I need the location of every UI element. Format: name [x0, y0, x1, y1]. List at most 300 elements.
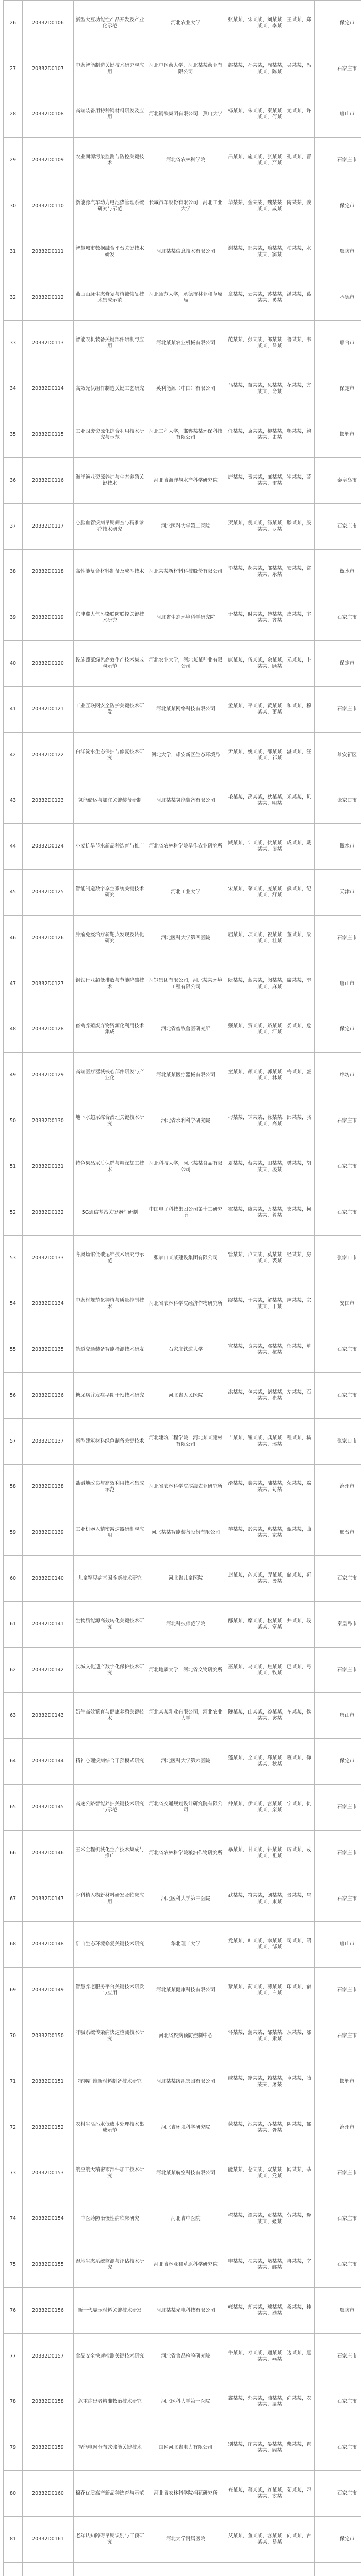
- project-name-cell: 食品安全快速检测关键技术研究: [74, 2333, 146, 2379]
- main-participants-cell: 蓬某某，全某某，郗某某，班某某，仰某某，秋某: [225, 1739, 315, 1785]
- row-number-cell: 41: [4, 686, 23, 732]
- lead-unit-cell: 河北某某纺织集团有限公司: [146, 2059, 225, 2105]
- project-code-cell: 20332D0111: [23, 229, 74, 275]
- main-participants-cell: 封某某，芮某某，羿某某，储某某，靳某某，汲某: [225, 1556, 315, 1602]
- row-number-cell: 58: [4, 1464, 23, 1510]
- project-code-cell: 20332D0128: [23, 1007, 74, 1053]
- table-row: [4, 1876, 361, 1922]
- row-number-cell: 79: [4, 2425, 23, 2471]
- main-participants-cell: 隗某某，山某某，谷某某，车某某，侯某某，宓某: [225, 1693, 315, 1739]
- project-name-cell: 工业固废资源化综合利用技术研究与示范: [74, 412, 146, 458]
- table-row: [4, 275, 361, 320]
- lead-unit-cell: 河北省农林科学院滨海农业研究所: [146, 1464, 225, 1510]
- region-cell: 石家庄市: [315, 2333, 361, 2379]
- main-participants-cell: 缪某某，干某某，解某某，应某某，宗某某，丁某: [225, 1281, 315, 1327]
- main-participants-cell: 滑某某，裴某某，陆某某，荣某某，翁某某，荀某: [225, 1464, 315, 1510]
- table-row: [4, 732, 361, 778]
- project-name-cell: 奶牛高效繁育与健康养殖关键技术: [74, 1693, 146, 1739]
- lead-unit-cell: 国网河北省电力有限公司: [146, 2425, 225, 2471]
- project-name-cell: 地下水超采综合治理关键技术研究: [74, 1098, 146, 1144]
- project-code-cell: 20332D0148: [23, 1922, 74, 1968]
- region-cell: [315, 2562, 361, 2576]
- main-participants-cell: 范某某，彭某某，郎某某，鲁某某，韦某某，昌某: [225, 320, 315, 366]
- region-cell: 唐山市: [315, 92, 361, 138]
- row-number-cell: 42: [4, 732, 23, 778]
- lead-unit-cell: 河北省生态环境科学研究院: [146, 595, 225, 641]
- table-row: [4, 549, 361, 595]
- table-row: [4, 1, 361, 46]
- main-participants-cell: 蒙某某，池某某，乔某某，阴某某，郁某某，胥某: [225, 2105, 315, 2150]
- main-participants-cell: 牛某某，寿某某，通某某，边某某，扈某某，燕某: [225, 2333, 315, 2379]
- row-number-cell: 61: [4, 1601, 23, 1647]
- lead-unit-cell: 河北某某智能装备股份有限公司: [146, 1510, 225, 1556]
- project-name-cell: 长城文化遗产数字化保护技术研究: [74, 1647, 146, 1693]
- lead-unit-cell: 河北某某航空科技有限公司: [146, 2150, 225, 2196]
- region-cell: 邢台市: [315, 320, 361, 366]
- project-code-cell: 20332D0118: [23, 549, 74, 595]
- row-number-cell: 55: [4, 1327, 23, 1373]
- main-participants-cell: 童某某，颜某某，郭某某，梅某某，盛某某，林某: [225, 1053, 315, 1098]
- main-participants-cell: 霍某某，虞某某，万某某，支某某，柯某某，昝某: [225, 1190, 315, 1235]
- project-name-cell: 农业面源污染监测与防控关键技术: [74, 138, 146, 183]
- project-code-cell: 20332D0129: [23, 1053, 74, 1098]
- row-number-cell: 70: [4, 2013, 23, 2059]
- lead-unit-cell: 河北医科大学第四医院: [146, 915, 225, 961]
- project-code-cell: 20332D0143: [23, 1693, 74, 1739]
- main-participants-cell: 屈某某，项某某，祝某某，董某某，梁某某，杜某: [225, 915, 315, 961]
- lead-unit-cell: 河北某某新材料科技股份有限公司: [146, 549, 225, 595]
- region-cell: 石家庄市: [315, 595, 361, 641]
- row-number-cell: 33: [4, 320, 23, 366]
- main-participants-cell: 冀某某，郏某某，浦某某，尚某某，农某某，温某: [225, 2379, 315, 2425]
- lead-unit-cell: 河北某某健康科技有限公司: [146, 1968, 225, 2013]
- table-row: [4, 2105, 361, 2150]
- main-participants-cell: 暴某某，甘某某，钭某某，厉某某，戎某某，祖某: [225, 1830, 315, 1876]
- project-name-cell: 智能农机装备关键部件研制与应用: [74, 320, 146, 366]
- row-number-cell: 49: [4, 1053, 23, 1098]
- lead-unit-cell: 河北某某农业机械有限公司: [146, 320, 225, 366]
- lead-unit-cell: 河北省农林科学院: [146, 138, 225, 183]
- project-code-cell: 20332D0157: [23, 2333, 74, 2379]
- region-cell: 保定市: [315, 366, 361, 412]
- region-cell: 石家庄市: [315, 1556, 361, 1602]
- row-number-cell: 48: [4, 1007, 23, 1053]
- region-cell: 石家庄市: [315, 46, 361, 92]
- row-number-cell: 57: [4, 1418, 23, 1464]
- region-cell: 廊坊市: [315, 2287, 361, 2333]
- region-cell: 廊坊市: [315, 1053, 361, 1098]
- table-row: [4, 2013, 361, 2059]
- project-code-cell: 20332D0144: [23, 1739, 74, 1785]
- region-cell: 衡水市: [315, 549, 361, 595]
- region-cell: 石家庄市: [315, 1876, 361, 1922]
- lead-unit-cell: 河北省农林科学院经济作物研究所: [146, 1281, 225, 1327]
- main-participants-cell: 龙某某，叶某某，幸某某，司某某，韶某某，郜某: [225, 1922, 315, 1968]
- project-name-cell: 冬奥场馆低碳运维技术研究与示范: [74, 1235, 146, 1281]
- region-cell: 安国市: [315, 1281, 361, 1327]
- main-participants-cell: 毕某某，郝某某，邬某某，安某某，常某某，乐某: [225, 549, 315, 595]
- region-cell: 石家庄市: [315, 1098, 361, 1144]
- row-number-cell: 35: [4, 412, 23, 458]
- table-row: [4, 2287, 361, 2333]
- main-participants-cell: 申某某，扶某某，堵某某，冉某某，宰某某，郦某: [225, 2242, 315, 2288]
- main-participants-cell: 黎某某，蓟某某，薄某某，印某某，宿某某，白某: [225, 1968, 315, 2013]
- row-number-cell: 44: [4, 824, 23, 870]
- row-number-cell: 56: [4, 1372, 23, 1418]
- main-participants-cell: 康某某，伍某某，余某某，元某某，卜某某，顾某: [225, 641, 315, 687]
- region-cell: 石家庄市: [315, 2196, 361, 2242]
- row-number-cell: 76: [4, 2287, 23, 2333]
- lead-unit-cell: 河北省交通规划设计研究院有限公司: [146, 1785, 225, 1831]
- project-code-cell: 20332D0108: [23, 92, 74, 138]
- lead-unit-cell: 河北某某氢能装备有限公司: [146, 778, 225, 824]
- table-row: [4, 870, 361, 916]
- table-row: [4, 1190, 361, 1235]
- project-code-cell: 20332D0153: [23, 2150, 74, 2196]
- row-number-cell: 54: [4, 1281, 23, 1327]
- lead-unit-cell: 张家口某某建设集团有限公司: [146, 1235, 225, 1281]
- table-row: [4, 641, 361, 687]
- project-code-cell: 20332D0122: [23, 732, 74, 778]
- table-row: [4, 366, 361, 412]
- project-name-cell: 矿山生态环境修复关键技术研究: [74, 1922, 146, 1968]
- project-code-cell: 20332D0136: [23, 1372, 74, 1418]
- main-participants-cell: 唐某某，费某某，廉某某，岑某某，薛某某，雷某: [225, 457, 315, 503]
- project-code-cell: 20332D0159: [23, 2425, 74, 2471]
- lead-unit-cell: 河北省儿童医院: [146, 1556, 225, 1602]
- region-cell: 石家庄市: [315, 1968, 361, 2013]
- main-participants-cell: 于某某，时某某，傅某某，皮某某，卞某某，齐某: [225, 595, 315, 641]
- main-participants-cell: 能某某，苍某某，双某某，闻某某，莘某某，党某: [225, 2150, 315, 2196]
- region-cell: 石家庄市: [315, 2242, 361, 2288]
- row-number-cell: 80: [4, 2471, 23, 2517]
- project-code-cell: 20332D0155: [23, 2242, 74, 2288]
- project-code-cell: 20332D0126: [23, 915, 74, 961]
- main-participants-cell: 杨某某，朱某某，秦某某，尤某某，许某某，何某: [225, 92, 315, 138]
- region-cell: 石家庄市: [315, 1144, 361, 1190]
- project-name-cell: 轨道交通装备智能检测技术研发: [74, 1327, 146, 1373]
- row-number-cell: 64: [4, 1739, 23, 1785]
- row-number-cell: 78: [4, 2379, 23, 2425]
- project-name-cell: 高端装备用特种钢材料研发及应用: [74, 92, 146, 138]
- project-code-cell: 20332D0149: [23, 1968, 74, 2013]
- region-cell: 石家庄市: [315, 503, 361, 549]
- lead-unit-cell: 英利能源（中国）有限公司: [146, 366, 225, 412]
- main-participants-cell: 任某某，袁某某，柳某某，酆某某，鲍某某，史某: [225, 412, 315, 458]
- table-row: [4, 1556, 361, 1602]
- region-cell: 保定市: [315, 183, 361, 229]
- project-name-cell: 钢铁行业超低排放与节能降碳技术: [74, 961, 146, 1007]
- project-code-cell: 20332D0141: [23, 1601, 74, 1647]
- row-number-cell: 34: [4, 366, 23, 412]
- project-code-cell: 20332D0151: [23, 2059, 74, 2105]
- table-row: [4, 1510, 361, 1556]
- table-row: [4, 412, 361, 458]
- region-cell: 雄安新区: [315, 732, 361, 778]
- region-cell: 石家庄市: [315, 138, 361, 183]
- row-number-cell: 67: [4, 1876, 23, 1922]
- project-code-cell: 20332D0115: [23, 412, 74, 458]
- table-row: [4, 595, 361, 641]
- project-code-cell: 20332D0124: [23, 824, 74, 870]
- table-row: [4, 1693, 361, 1739]
- region-cell: 保定市: [315, 1007, 361, 1053]
- row-number-cell: 65: [4, 1785, 23, 1831]
- project-code-cell: 20332D0114: [23, 366, 74, 412]
- project-code-cell: 20332D0131: [23, 1144, 74, 1190]
- table-row: [4, 2059, 361, 2105]
- region-cell: 石家庄市: [315, 1190, 361, 1235]
- row-number-cell: 50: [4, 1098, 23, 1144]
- project-code-cell: 20332D0154: [23, 2196, 74, 2242]
- lead-unit-cell: 河北省环境科学研究院: [146, 2105, 225, 2150]
- row-number-cell: 37: [4, 503, 23, 549]
- region-cell: 石家庄市: [315, 2013, 361, 2059]
- lead-unit-cell: 河北大学，雄安新区生态环境局: [146, 732, 225, 778]
- row-number-cell: 69: [4, 1968, 23, 2013]
- table-row: [4, 961, 361, 1007]
- row-number-cell: 30: [4, 183, 23, 229]
- lead-unit-cell: 石家庄铁道大学: [146, 1327, 225, 1373]
- table-row: [4, 1739, 361, 1785]
- lead-unit-cell: 河北农业大学，河北某某种业有限公司: [146, 641, 225, 687]
- lead-unit-cell: 华北理工大学: [146, 1922, 225, 1968]
- table-row: [4, 229, 361, 275]
- table-row: [4, 1235, 361, 1281]
- project-name-cell: 危重症患者精准救治技术研究: [74, 2379, 146, 2425]
- lead-unit-cell: 中国电子科技集团公司第十三研究所: [146, 1190, 225, 1235]
- table-row: [4, 2562, 361, 2576]
- table-row: [4, 1007, 361, 1053]
- project-name-cell: 智能电网分布式储能关键技术: [74, 2425, 146, 2471]
- project-name-cell: 心脑血管疾病早期筛查与精准诊疗技术研究: [74, 503, 146, 549]
- region-cell: 邯郸市: [315, 2059, 361, 2105]
- main-participants-cell: 毛某某，禹某某，狄某某，米某某，贝某某，明某: [225, 778, 315, 824]
- project-code-cell: 20332D0106: [23, 1, 74, 46]
- row-number-cell: 71: [4, 2059, 23, 2105]
- project-code-cell: 20332D0112: [23, 275, 74, 320]
- table-row: [4, 778, 361, 824]
- lead-unit-cell: [146, 2562, 225, 2576]
- lead-unit-cell: 河北省水利科学研究院: [146, 1098, 225, 1144]
- project-name-cell: 小麦抗旱节水新品种选育与推广: [74, 824, 146, 870]
- lead-unit-cell: 河北省疾病预防控制中心: [146, 2013, 225, 2059]
- project-name-cell: 老年认知障碍早期识别与干预研究: [74, 2516, 146, 2562]
- lead-unit-cell: 河北医科大学第六医院: [146, 1739, 225, 1785]
- row-number-cell: [4, 2562, 23, 2576]
- table-row: [4, 1418, 361, 1464]
- project-code-cell: 20332D0125: [23, 870, 74, 916]
- main-participants-cell: 宋某某，茅某某，庞某某，熊某某，纪某某，舒某: [225, 870, 315, 916]
- region-cell: 石家庄市: [315, 2425, 361, 2471]
- project-name-cell: 骨科植入物新材料研发及临床应用: [74, 1876, 146, 1922]
- project-code-cell: 20332D0113: [23, 320, 74, 366]
- table-row: [4, 1785, 361, 1831]
- row-number-cell: 29: [4, 138, 23, 183]
- project-code-cell: 20332D0140: [23, 1556, 74, 1602]
- main-participants-cell: 贺某某，倪某某，汤某某，滕某某，殷某某，罗某: [225, 503, 315, 549]
- project-name-cell: 中药材规范化种植与质量控制技术: [74, 1281, 146, 1327]
- region-cell: 沧州市: [315, 1464, 361, 1510]
- project-name-cell: 高端医疗器械核心部件研发与产业化: [74, 1053, 146, 1098]
- project-name-cell: 特种纤维新材料制备技术研究: [74, 2059, 146, 2105]
- main-participants-cell: 阮某某，蓝某某，闵某某，席某某，季某某，麻某: [225, 961, 315, 1007]
- region-cell: 石家庄市: [315, 1372, 361, 1418]
- region-cell: 天津市: [315, 870, 361, 916]
- lead-unit-cell: 河北中医药大学，河北某某药业有限公司: [146, 46, 225, 92]
- region-cell: 邯郸市: [315, 412, 361, 458]
- main-participants-cell: 马某某，苗某某，凤某某，花某某，方某某，俞某: [225, 366, 315, 412]
- row-number-cell: 63: [4, 1693, 23, 1739]
- project-name-cell: 工业机器人精密减速器研制与应用: [74, 1510, 146, 1556]
- table-row: [4, 1601, 361, 1647]
- main-participants-cell: 别某某，庄某某，晏某某，柴某某，瞿某某，阎某: [225, 2425, 315, 2471]
- project-name-cell: 高效光伏组件制造关键工艺研究: [74, 366, 146, 412]
- region-cell: 邢台市: [315, 1510, 361, 1556]
- project-name-cell: 湿地生态系统监测与评估技术研究: [74, 2242, 146, 2288]
- lead-unit-cell: 河北科技大学，河北某某食品有限公司: [146, 1144, 225, 1190]
- row-number-cell: 40: [4, 641, 23, 687]
- table-row: [4, 92, 361, 138]
- table-row: [4, 1464, 361, 1510]
- project-code-cell: 20332D0135: [23, 1327, 74, 1373]
- region-cell: 承德市: [315, 275, 361, 320]
- project-name-cell: 智能制造数字孪生系统关键技术研究: [74, 870, 146, 916]
- project-code-cell: 20332D0132: [23, 1190, 74, 1235]
- project-code-cell: 20332D0156: [23, 2287, 74, 2333]
- main-participants-cell: 邴某某，糜某某，松某某，井某某，段某某，富某: [225, 1601, 315, 1647]
- project-name-cell: 京津冀大气污染联防联控关键技术研究: [74, 595, 146, 641]
- region-cell: 张家口市: [315, 1235, 361, 1281]
- table-row: [4, 46, 361, 92]
- row-number-cell: 74: [4, 2196, 23, 2242]
- project-name-cell: 设施蔬菜绿色高效生产技术集成与示范: [74, 641, 146, 687]
- row-number-cell: 47: [4, 961, 23, 1007]
- project-code-cell: 20332D0119: [23, 595, 74, 641]
- project-name-cell: 高速公路智能养护关键技术研究与示范: [74, 1785, 146, 1831]
- lead-unit-cell: 河北某某光电科技有限公司: [146, 2287, 225, 2333]
- lead-unit-cell: 河北省畜牧兽医研究所: [146, 1007, 225, 1053]
- lead-unit-cell: 河北省人民医院: [146, 1372, 225, 1418]
- project-code-cell: 20332D0123: [23, 778, 74, 824]
- region-cell: 保定市: [315, 1739, 361, 1785]
- project-name-cell: 航空航天精密零部件加工技术研究: [74, 2150, 146, 2196]
- main-participants-cell: 孟某某，平某某，黄某某，和某某，穆某某，萧某: [225, 686, 315, 732]
- main-participants-cell: 艾某某，鱼某某，容某某，向某某，古某某，易某: [225, 2516, 315, 2562]
- main-participants-cell: 仲某某，伊某某，宫某某，宁某某，仇某某，栾某: [225, 1785, 315, 1831]
- main-participants-cell: 吕某某，施某某，张某某，孔某某，曹某某，严某: [225, 138, 315, 183]
- table-row: [4, 320, 361, 366]
- table-row: [4, 1053, 361, 1098]
- row-number-cell: 38: [4, 549, 23, 595]
- project-name-cell: [74, 2562, 146, 2576]
- row-number-cell: 46: [4, 915, 23, 961]
- main-participants-cell: 雍某某，却某某，璩某某，桑某某，桂某某，濮某: [225, 2287, 315, 2333]
- project-name-cell: 呼吸系统传染病快速检测技术研究: [74, 2013, 146, 2059]
- lead-unit-cell: 河北钢铁集团有限公司，燕山大学: [146, 92, 225, 138]
- table-row: [4, 503, 361, 549]
- table-row: [4, 1281, 361, 1327]
- table-row: [4, 2471, 361, 2517]
- row-number-cell: 31: [4, 229, 23, 275]
- project-code-cell: 20332D0133: [23, 1235, 74, 1281]
- project-code-cell: 20332D0107: [23, 46, 74, 92]
- region-cell: 石家庄市: [315, 1647, 361, 1693]
- project-code-cell: 20332D0145: [23, 1785, 74, 1831]
- project-code-cell: 20332D0127: [23, 961, 74, 1007]
- lead-unit-cell: 河钢集团有限公司，河北某某环境工程有限公司: [146, 961, 225, 1007]
- table-row: [4, 2379, 361, 2425]
- project-code-cell: 20332D0158: [23, 2379, 74, 2425]
- table-row: [4, 457, 361, 503]
- row-number-cell: 68: [4, 1922, 23, 1968]
- region-cell: 秦皇岛市: [315, 1601, 361, 1647]
- main-participants-cell: 华某某，金某某，魏某某，陶某某，姜某某，戚某: [225, 183, 315, 229]
- region-cell: 石家庄市: [315, 1785, 361, 1831]
- project-name-cell: 中药智能制造关键技术研究与应用: [74, 46, 146, 92]
- project-code-cell: 20332D0117: [23, 503, 74, 549]
- project-code-cell: 20332D0138: [23, 1464, 74, 1510]
- lead-unit-cell: 河北省中医院: [146, 2196, 225, 2242]
- main-participants-cell: 咸某某，籍某某，赖某某，卓某某，蔺某某，屠某: [225, 2059, 315, 2105]
- project-code-cell: 20332D0120: [23, 641, 74, 687]
- row-number-cell: 51: [4, 1144, 23, 1190]
- table-row: [4, 1968, 361, 2013]
- table-row: [4, 183, 361, 229]
- project-name-cell: 智慧城市数据融合平台关键技术研发: [74, 229, 146, 275]
- region-cell: 保定市: [315, 1, 361, 46]
- table-row: [4, 2242, 361, 2288]
- project-name-cell: 中医药防治慢性病临床研究: [74, 2196, 146, 2242]
- table-row: [4, 1922, 361, 1968]
- table-row: [4, 2425, 361, 2471]
- lead-unit-cell: 河北师范大学，承德市林业和草原局: [146, 275, 225, 320]
- lead-unit-cell: 河北省食品检验研究院: [146, 2333, 225, 2379]
- region-cell: 石家庄市: [315, 686, 361, 732]
- lead-unit-cell: 河北某某信息技术有限公司: [146, 229, 225, 275]
- project-name-cell: 白洋淀水生态保护与修复技术研究: [74, 732, 146, 778]
- project-table-body: [4, 1, 361, 2576]
- region-cell: 沧州市: [315, 2105, 361, 2150]
- lead-unit-cell: 河北省林业和草原科学研究院: [146, 2242, 225, 2288]
- project-code-cell: 20332D0121: [23, 686, 74, 732]
- lead-unit-cell: 河北省海洋与水产科学研究院: [146, 457, 225, 503]
- table-row: [4, 1327, 361, 1373]
- lead-unit-cell: 河北医科大学第三医院: [146, 1876, 225, 1922]
- project-code-cell: 20332D0139: [23, 1510, 74, 1556]
- main-participants-cell: 谢某某，邹某某，喻某某，柏某某，水某某，窦某: [225, 229, 315, 275]
- project-code-cell: [23, 2562, 74, 2576]
- project-name-cell: 农村生活污水低成本处理技术集成示范: [74, 2105, 146, 2150]
- main-participants-cell: 充某某，慕某某，连某某，茹某某，习某某，宦某: [225, 2471, 315, 2517]
- row-number-cell: 60: [4, 1556, 23, 1602]
- table-row: [4, 2196, 361, 2242]
- main-participants-cell: 夏某某，蔡某某，田某某，樊某某，胡某某，凌某: [225, 1144, 315, 1190]
- row-number-cell: 28: [4, 92, 23, 138]
- row-number-cell: 43: [4, 778, 23, 824]
- lead-unit-cell: 河北省农林科学院旱作农业研究所: [146, 824, 225, 870]
- table-row: [4, 1144, 361, 1190]
- lead-unit-cell: 河北某某乳业有限公司，河北农业大学: [146, 1693, 225, 1739]
- region-cell: 张家口市: [315, 1418, 361, 1464]
- project-name-cell: 棉花优质高产新品种选育与示范: [74, 2471, 146, 2517]
- lead-unit-cell: 河北某某医疗器械有限公司: [146, 1053, 225, 1098]
- project-name-cell: 工业互联网安全防护关键技术研发: [74, 686, 146, 732]
- region-cell: 唐山市: [315, 1922, 361, 1968]
- lead-unit-cell: 河北地质大学，河北省文物研究所: [146, 1647, 225, 1693]
- project-name-cell: 玉米全程机械化生产技术集成与推广: [74, 1830, 146, 1876]
- main-participants-cell: 管某某，卢某某，莫某某，经某某，房某某，裘某: [225, 1235, 315, 1281]
